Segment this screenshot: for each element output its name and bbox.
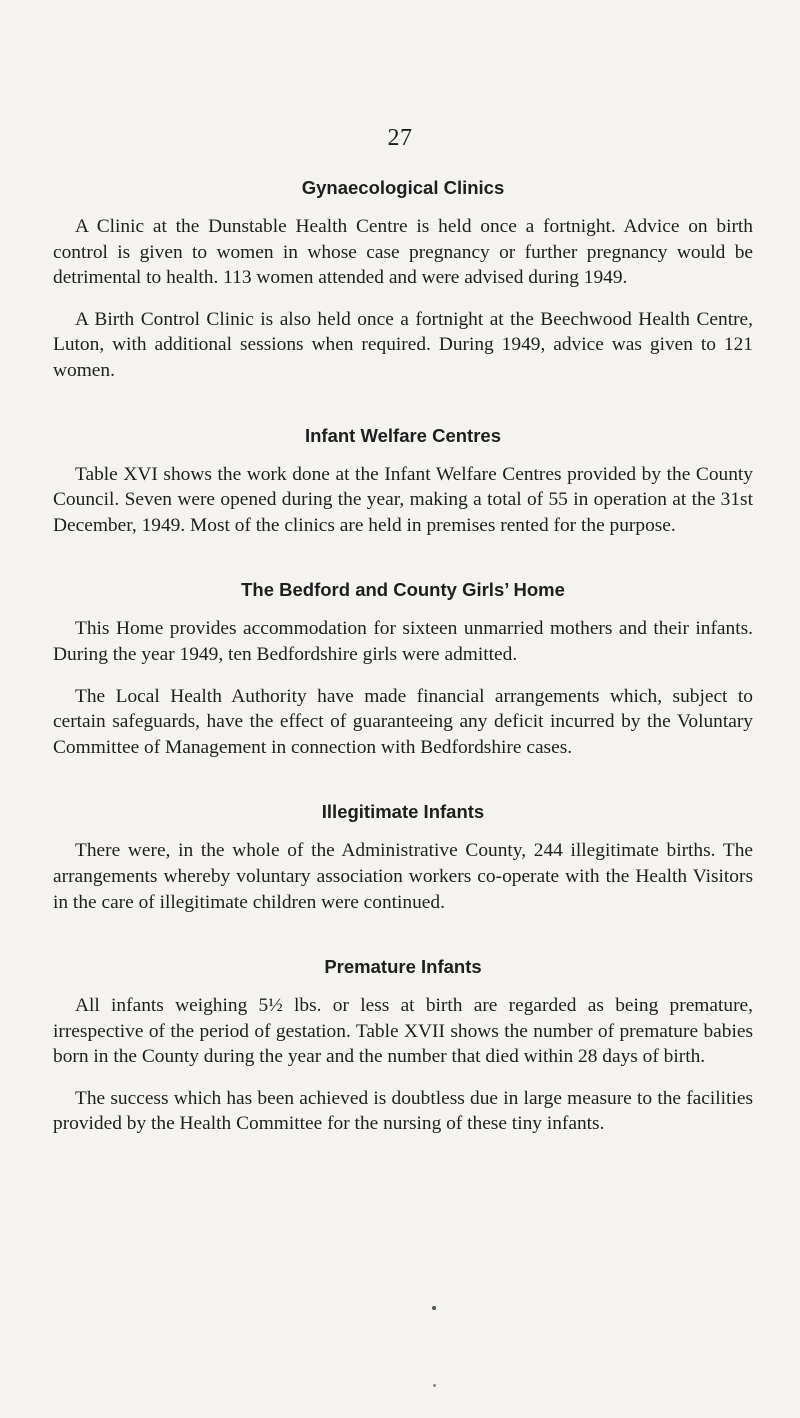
page-body: [53, 170, 753, 1137]
section-illegitimate-infants: [53, 800, 753, 915]
section-gynaecological-clinics: [53, 176, 753, 384]
print-speck: [432, 1306, 436, 1310]
paragraph: Table XVI shows the work done at the Infant Welfare Centres provided by the County Council. Seven were opened during the year, making a total of 55 in operation at the 31st December, 1949. Most of the clinics are held in premises rented for the purpose.: [53, 463, 753, 536]
paragraph: A Birth Control Clinic is also held once a fortnight at the Beechwood Health Centre, Luton, with additional sessions when required. During 1949, advice was given to 121 women.: [53, 308, 753, 381]
page-number: 27: [387, 125, 413, 151]
section-heading: Illegitimate Infants: [321, 801, 485, 823]
section-premature-infants: [53, 955, 753, 1137]
section-heading: Gynaecological Clinics: [301, 177, 505, 198]
paragraph: This Home provides accommodation for sixteen unmarried mothers and their infants. During the year 1949, ten Bedfordshire girls were admitted.: [53, 618, 753, 665]
section-heading: The Bedford and County Girls’ Home: [241, 579, 565, 601]
paragraph: A Clinic at the Dunstable Health Centre is held once a fortnight. Advice on birth control is given to women in whose case pregnancy or further pregnancy would be detrimental to health. 113 women attended and were advised during 1949.: [53, 216, 753, 289]
paragraph: All infants weighing 5½ lbs. or less at birth are regarded as being premature, irrespective of the period of gestation. Table XVII shows the number of premature babies born in the County during the year and the number that died within 28 days of birth.: [53, 995, 753, 1068]
print-speck: [433, 1384, 436, 1387]
paragraph: There were, in the whole of the Administrative County, 244 illegitimate births. The arrangements whereby voluntary association workers co-operate with the Health Visitors in the care of illegitimate children were continued.: [53, 840, 753, 913]
paragraph: The success which has been achieved is doubtless due in large measure to the facilities provided by the Health Committee for the nursing of these tiny infants.: [53, 1087, 753, 1135]
section-infant-welfare-centres: [53, 424, 753, 539]
paragraph: The Local Health Authority have made financial arrangements which, subject to certain safeguards, have the effect of guaranteeing any deficit incurred by the Voluntary Committee of Management in connection with Bedfordshire cases.: [53, 685, 753, 758]
section-heading: Premature Infants: [324, 956, 482, 978]
section-heading: Infant Welfare Centres: [304, 424, 501, 446]
section-girls-home: [53, 578, 753, 760]
